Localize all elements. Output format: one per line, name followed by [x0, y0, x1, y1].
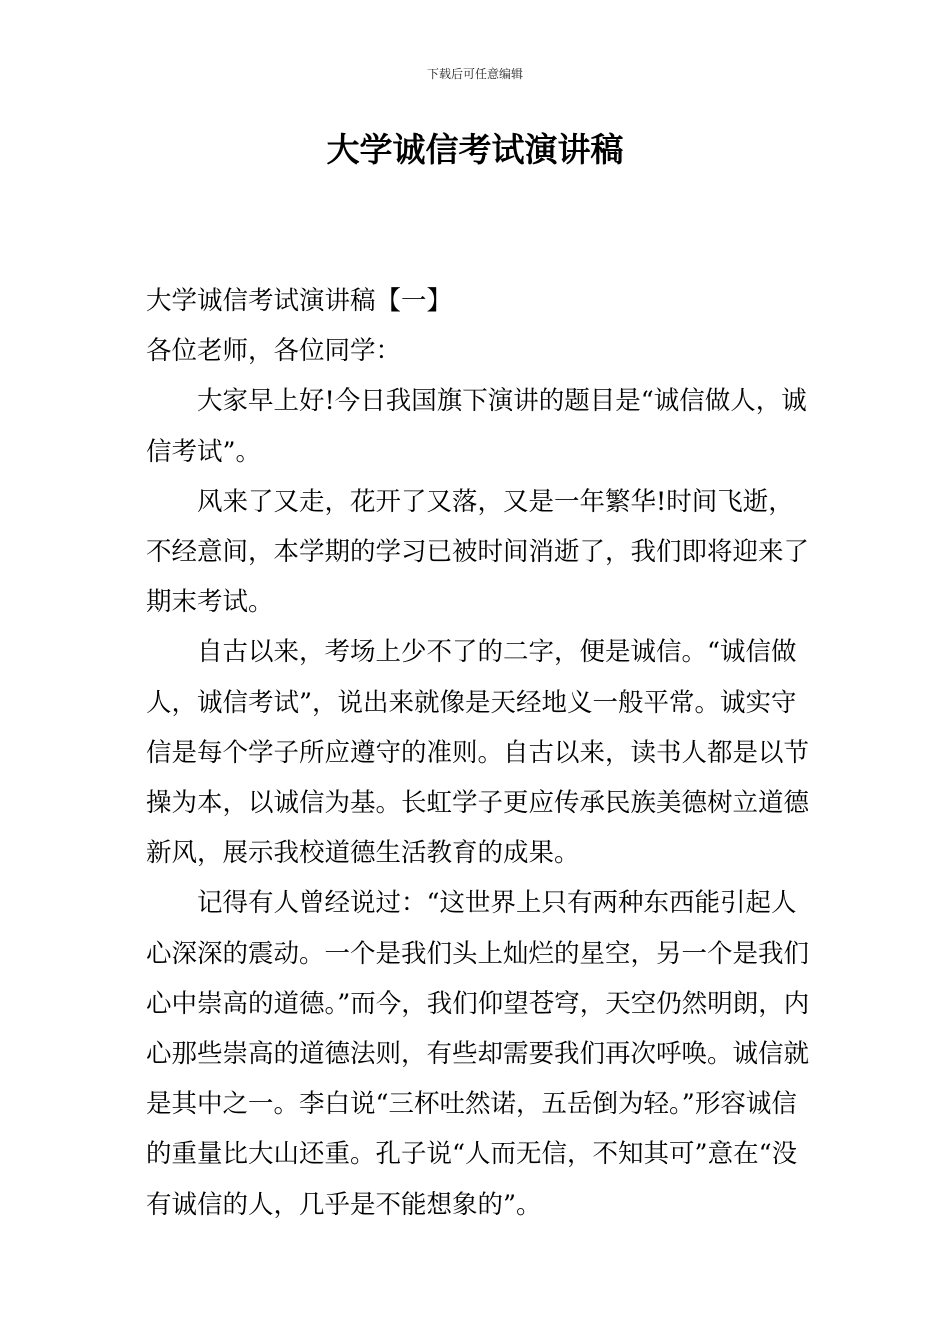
- paragraph-1: 大家早上好!今日我国旗下演讲的题目是“诚信做人，诚信考试”。: [146, 386, 807, 467]
- section-heading: 大学诚信考试演讲稿【一】: [146, 286, 453, 316]
- header-note: 下载后可任意编辑: [426, 67, 523, 81]
- salutation: 各位老师，各位同学：: [146, 336, 402, 367]
- paragraph-4: 记得有人曾经说过：“这世界上只有两种东西能引起人心深深的震动。一个是我们头上灿烂的星空，另一个是我们心中崇高的道德。”而今，我们仰望苍穹，天空仍然明朗，内心那些崇高的道德法则，有些却需要我们再次呼唤。诚信就是其中之一。李白说“三杯吐然诺，五岳倒为轻。”形容诚信的重量比大山还重。孔子说“人而无信，不知其可”意在“没有诚信的人，几乎是不能想象的”。: [146, 888, 810, 1220]
- paragraph-3: 自古以来，考场上少不了的二字，便是诚信。“诚信做人，诚信考试”，说出来就像是天经地义一般平常。诚实守信是每个学子所应遵守的准则。自古以来，读书人都是以节操为本，以诚信为基。长虹学子更应传承民族美德树立道德新风，展示我校道德生活教育的成果。: [146, 637, 810, 869]
- document-body: [146, 276, 810, 1230]
- paragraph-2: 风来了又走，花开了又落，又是一年繁华!时间飞逝，不经意间，本学期的学习已被时间消逝了，我们即将迎来了期末考试。: [146, 486, 810, 618]
- document-title: 大学诚信考试演讲稿: [326, 130, 624, 169]
